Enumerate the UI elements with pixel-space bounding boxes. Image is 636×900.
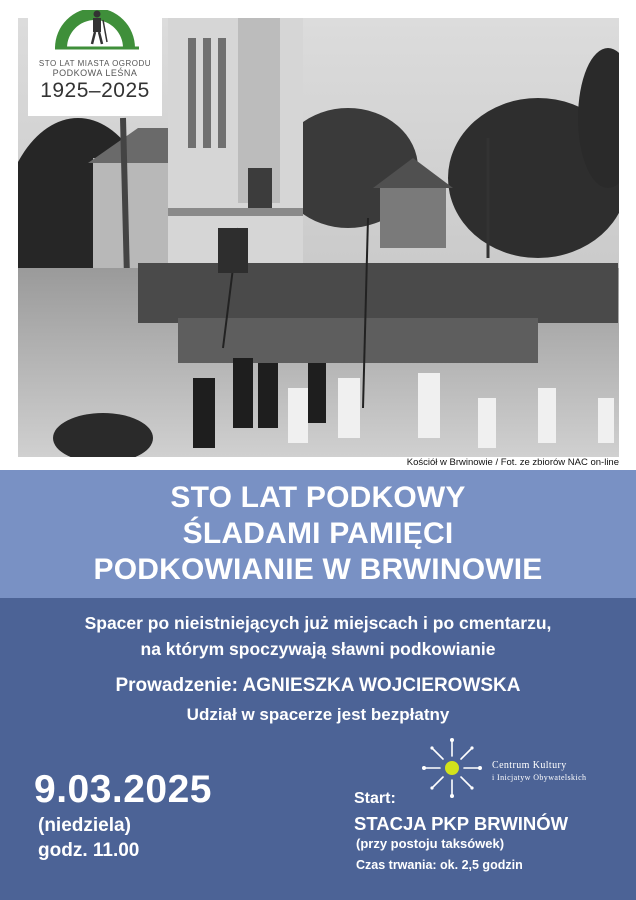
description-line-1: Spacer po nieistniejących już miejscach i po cmentarzu, xyxy=(84,613,552,633)
walk-duration: Czas trwania: ok. 2,5 godzin xyxy=(356,858,523,872)
start-note: (przy postoju taksówek) xyxy=(356,836,505,851)
event-day: (niedziela) xyxy=(38,815,131,836)
event-hour: godz. 11.00 xyxy=(38,840,140,861)
event-description xyxy=(0,610,636,662)
organizer-star-icon xyxy=(420,736,484,800)
start-place: STACJA PKP BRWINÓW xyxy=(354,813,569,834)
organizer-line-2: i Inicjatyw Obywatelskich xyxy=(492,773,587,782)
logo-town-name: PODKOWA LEŚNA xyxy=(52,68,138,78)
title-line-2: ŚLADAMI PAMIĘCI xyxy=(182,517,454,550)
guide-name: Prowadzenie: AGNIESZKA WOJCIEROWSKA xyxy=(115,675,521,696)
free-admission-note: Udział w spacerze jest bezpłatny xyxy=(186,705,450,724)
organizer-name xyxy=(492,760,586,784)
logo-title-line: STO LAT MIASTA OGRODU xyxy=(38,59,152,68)
title-band xyxy=(0,470,636,598)
organizer-line-1: Centrum Kultury xyxy=(492,760,567,771)
start-label: Start: xyxy=(354,790,396,807)
photo-caption: Kościół w Brwinowie / Fot. ze zbiorów NAC on-line xyxy=(406,457,619,468)
horseshoe-figure-icon xyxy=(47,10,143,52)
description-line-2: na którym spoczywają sławni podkowianie xyxy=(140,639,496,659)
logo-years: 1925–2025 xyxy=(40,79,150,102)
title-line-3: PODKOWIANIE W BRWINOWIE xyxy=(93,553,543,586)
title-line-1: STO LAT PODKOWY xyxy=(170,481,466,514)
info-band xyxy=(0,598,636,900)
centennial-logo xyxy=(28,0,162,116)
event-date: 9.03.2025 xyxy=(34,768,213,811)
